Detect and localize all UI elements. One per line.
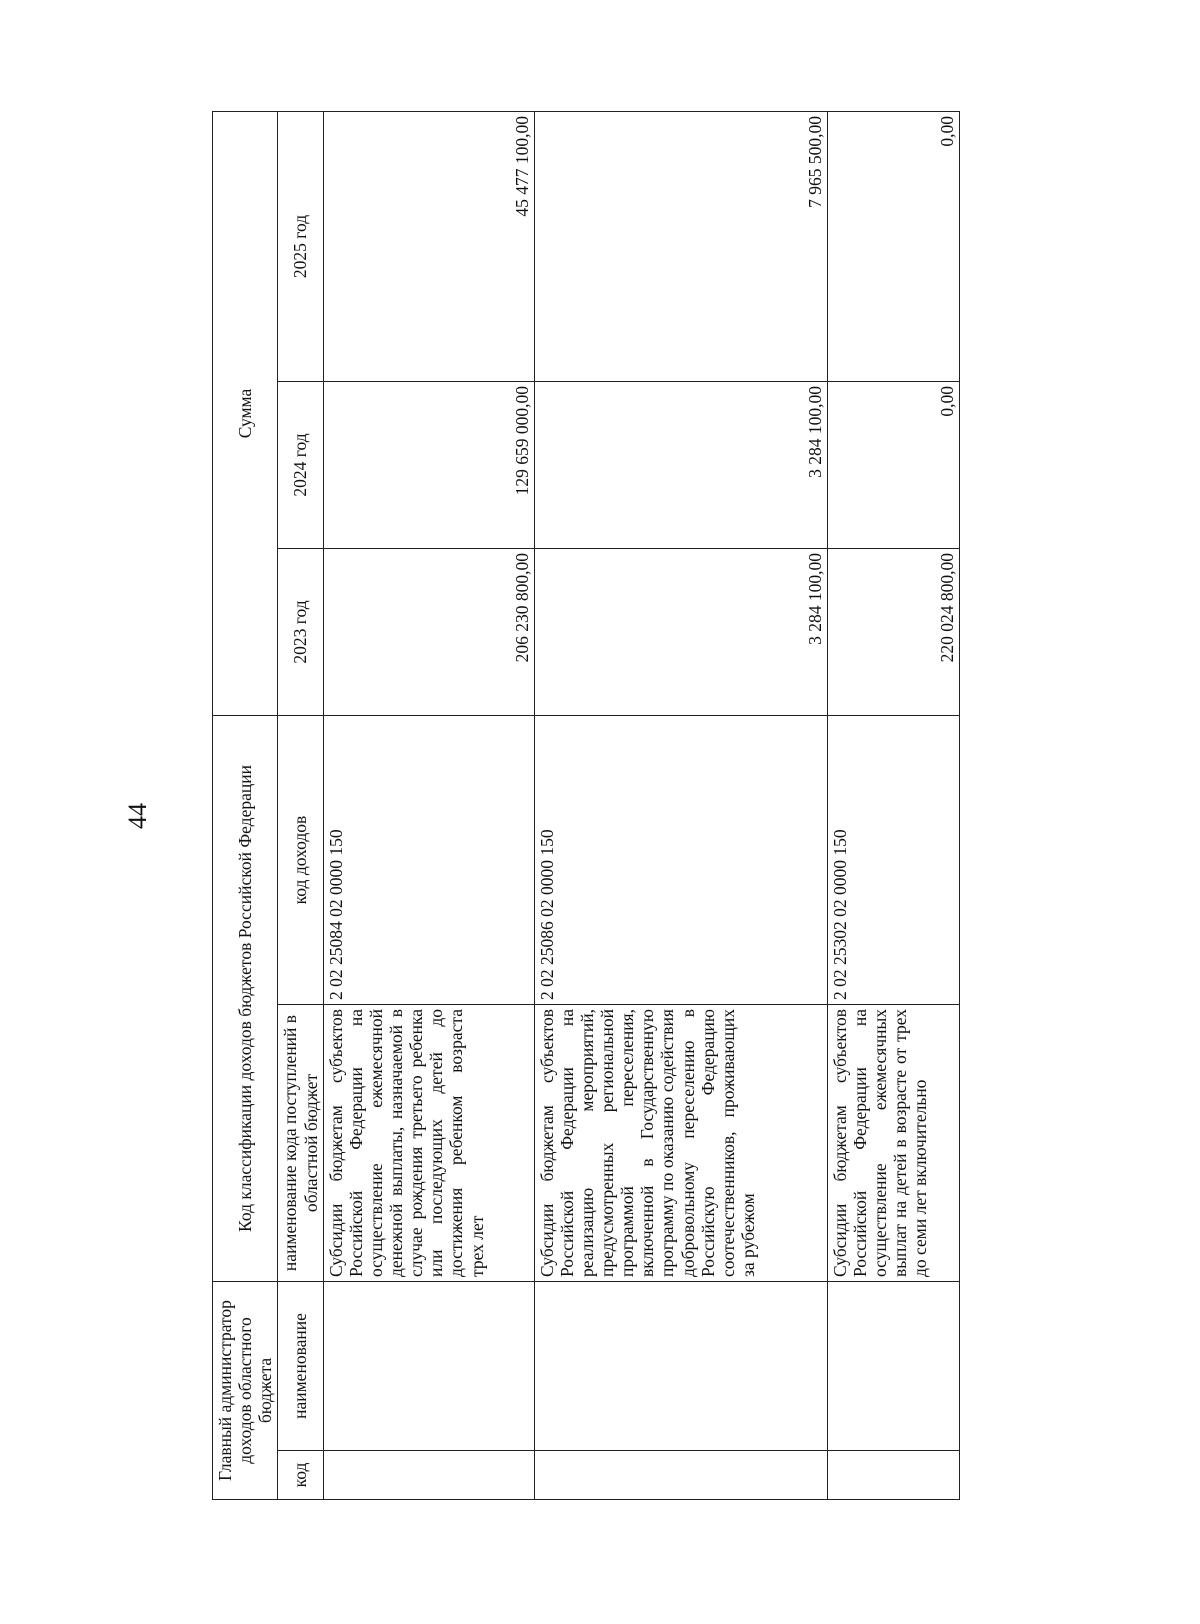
row-sum-2025: 0,00 (827, 111, 959, 381)
row-description: Субсидии бюджетам субъектов Российской Федерации на осуществление ежемесячной денежной выплаты, назначаемой в случае рождения третьего ребенка или последующих детей до достижения ребенком возраста трех лет (323, 1005, 534, 1282)
row-income-code: 2 02 25302 02 0000 150 (827, 716, 959, 1005)
row-sum-2025: 45 477 100,00 (323, 111, 534, 381)
header-2024: 2024 год (278, 382, 323, 549)
rotated-table-frame (212, 112, 957, 1500)
header-classification-group: Код классификации доходов бюджетов Российской Федерации (213, 716, 278, 1282)
header-2025: 2025 год (278, 111, 323, 381)
table-row (323, 111, 534, 1499)
header-sum-group: Сумма (213, 111, 278, 715)
row-income-code: 2 02 25086 02 0000 150 (534, 716, 827, 1005)
row-sum-2023: 220 024 800,00 (827, 549, 959, 716)
row-name (323, 1282, 534, 1451)
row-sum-2025: 7 965 500,00 (534, 111, 827, 381)
row-description: Субсидии бюджетам субъектов Российской Федерации на осуществление ежемесячных выплат на детей в возрасте от трех до семи лет включительно (827, 1005, 959, 1282)
row-sum-2023: 206 230 800,00 (323, 549, 534, 716)
rotated-table-wrapper (212, 112, 957, 1500)
header-income-code: код доходов (278, 716, 323, 1005)
row-income-code: 2 02 25084 02 0000 150 (323, 716, 534, 1005)
row-sum-2024: 3 284 100,00 (534, 382, 827, 549)
income-table (212, 111, 960, 1500)
row-sum-2024: 0,00 (827, 382, 959, 549)
row-sum-2024: 129 659 000,00 (323, 382, 534, 549)
page-number: 44 (123, 803, 152, 829)
header-row-groups (213, 111, 278, 1499)
header-2023: 2023 год (278, 549, 323, 716)
header-admin-group: Главный администратор доходов областного бюджета (213, 1282, 278, 1500)
row-name (827, 1282, 959, 1451)
header-row-columns (278, 111, 323, 1499)
row-sum-2023: 3 284 100,00 (534, 549, 827, 716)
row-name (534, 1282, 827, 1451)
row-code (534, 1451, 827, 1500)
header-code: код (278, 1451, 323, 1500)
table-row (827, 111, 959, 1499)
row-description: Субсидии бюджетам субъектов Российской Федерации на реализацию мероприятий, предусмотренных региональной программой переселения, включенной в Государственную программу по оказанию содействия добровольному переселению в Российскую Федерацию соотечественников, проживающих за рубежом (534, 1005, 827, 1282)
header-name: наименование (278, 1282, 323, 1451)
table-row (534, 111, 827, 1499)
row-code (323, 1451, 534, 1500)
header-income-name: наименование кода поступлений в областной бюджет (278, 1005, 323, 1282)
row-code (827, 1451, 959, 1500)
